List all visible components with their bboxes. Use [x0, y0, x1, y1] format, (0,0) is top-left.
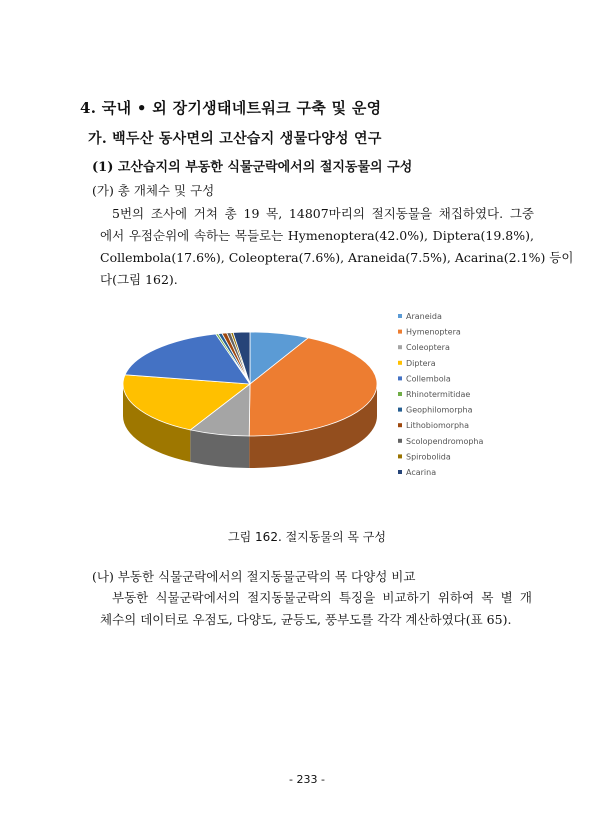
paragraph-line: 부동한 식물군락에서의 절지동물군락의 특징을 비교하기 위하여 목 별 개 [112, 590, 532, 605]
body-paragraph-2 [100, 587, 532, 631]
pie-chart [118, 312, 503, 502]
legend-swatch-diptera [398, 361, 402, 365]
legend-swatch-rhinotermitidae [398, 392, 402, 396]
legend-swatch-collembola [398, 376, 402, 380]
paragraph-line: 체수의 데이터로 우점도, 다양도, 균등도, 풍부도를 각각 계산하였다(표 65). [100, 612, 512, 627]
subsection-heading: 가. 백두산 동사면의 고산습지 생물다양성 연구 [88, 131, 382, 147]
legend-swatch-araneida [398, 314, 402, 318]
legend-label-hymenoptera: Hymenoptera [406, 327, 461, 337]
section-heading: 4. 국내 • 외 장기생태네트워크 구축 및 운영 [80, 99, 382, 117]
legend-swatch-hymenoptera [398, 330, 402, 334]
legend-label-scolopendromopha: Scolopendromopha [406, 436, 484, 446]
legend-swatch-acarina [398, 470, 402, 474]
legend-label-acarina: Acarina [406, 468, 437, 477]
paragraph-line: 에서 우점순위에 속하는 목들로는 Hymenoptera(42.0%), Diptera(19.8%), [100, 228, 534, 243]
subsubsection-heading: (1) 고산습지의 부동한 식물군락에서의 절지동물의 구성 [92, 160, 413, 175]
legend-swatch-coleoptera [398, 345, 402, 349]
paragraph-line: Collembola(17.6%), Coleoptera(7.6%), Araneida(7.5%), Acarina(2.1%) 등이 [100, 250, 574, 265]
legend-label-spirobolida: Spirobolida [406, 452, 451, 462]
item-heading-na: (나) 부동한 식물군락에서의 절지동물군락의 목 다양성 비교 [92, 569, 416, 584]
figure-caption: 그림 162. 절지동물의 목 구성 [228, 530, 386, 544]
legend-label-collembola: Collembola [406, 374, 451, 384]
paragraph-line: 5번의 조사에 거쳐 총 19 목, 14807마리의 절지동물을 채집하였다. 그중 [112, 206, 534, 221]
legend-swatch-lithobiomorpha [398, 423, 402, 427]
legend-label-coleoptera: Coleoptera [406, 343, 450, 353]
legend-swatch-geophilomorpha [398, 408, 402, 412]
legend-label-araneida: Araneida [406, 312, 442, 321]
legend-label-rhinotermitidae: Rhinotermitidae [406, 390, 471, 399]
pie-chart-svg [118, 312, 503, 502]
legend-swatch-scolopendromopha [398, 439, 402, 443]
legend-label-diptera: Diptera [406, 358, 436, 368]
paragraph-line: 다(그림 162). [100, 272, 178, 287]
item-heading-ga: (가) 총 개체수 및 구성 [92, 183, 215, 198]
legend-swatch-spirobolida [398, 454, 402, 458]
page-number: - 233 - [289, 773, 325, 786]
legend-label-lithobiomorpha: Lithobiomorpha [406, 421, 470, 431]
body-paragraph-1 [100, 203, 574, 291]
legend-label-geophilomorpha: Geophilomorpha [406, 405, 473, 415]
